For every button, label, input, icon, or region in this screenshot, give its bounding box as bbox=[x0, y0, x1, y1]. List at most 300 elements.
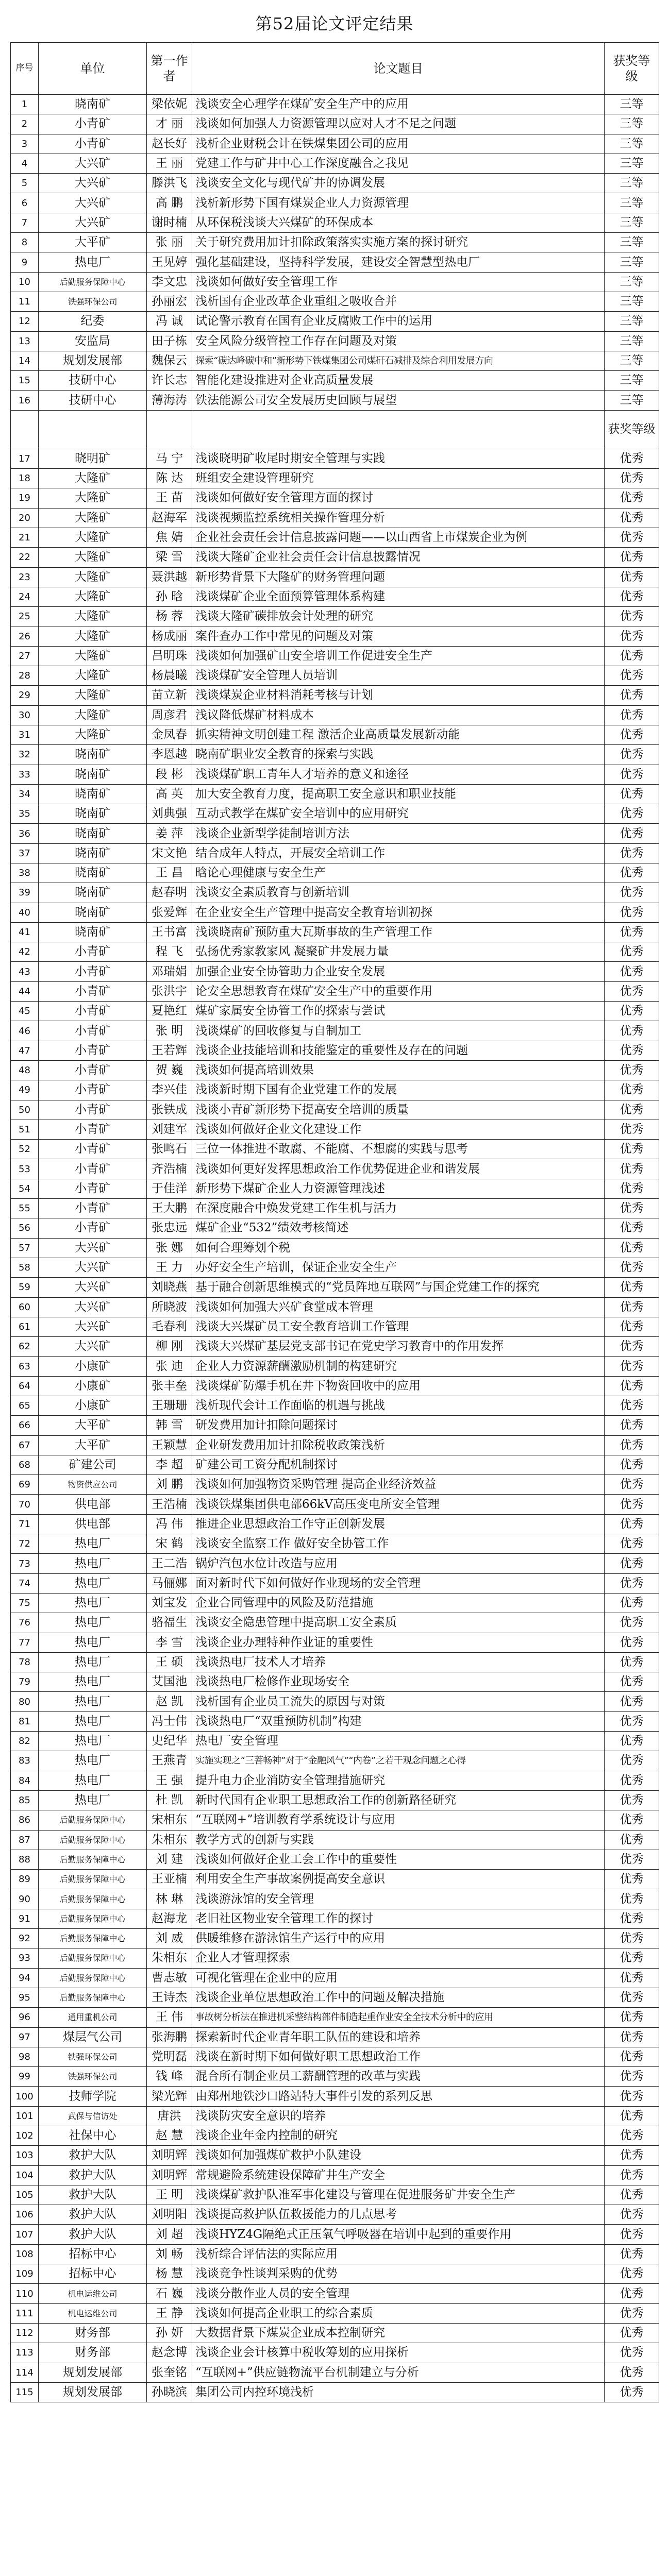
row-level: 优秀 bbox=[605, 1337, 659, 1357]
row-unit: 大隆矿 bbox=[39, 508, 147, 528]
row-level: 优秀 bbox=[605, 2027, 659, 2047]
row-paper-title: 浅谈热电厂技术人才培养 bbox=[192, 1652, 605, 1672]
table-row bbox=[11, 1475, 659, 1495]
table-row bbox=[11, 784, 659, 804]
row-unit: 大兴矿 bbox=[39, 1297, 147, 1317]
row-paper-title: 浅谈大兴煤矿基层党支部书记在党史学习教育中的作用发挥 bbox=[192, 1337, 605, 1357]
row-author: 苗立新 bbox=[147, 686, 192, 705]
row-level: 优秀 bbox=[605, 1948, 659, 1968]
row-unit: 小康矿 bbox=[39, 1376, 147, 1396]
row-paper-title: 浅谈在新时期下如何做好职工思想政治工作 bbox=[192, 2047, 605, 2066]
row-no: 1 bbox=[11, 95, 39, 114]
row-author: 梁 雪 bbox=[147, 548, 192, 567]
table-row bbox=[11, 1633, 659, 1652]
row-no: 72 bbox=[11, 1534, 39, 1554]
row-level: 优秀 bbox=[605, 1889, 659, 1909]
row-author: 滕洪飞 bbox=[147, 174, 192, 193]
row-paper-title: 浅谈如何加强物资采购管理 提高企业经济效益 bbox=[192, 1475, 605, 1495]
row-unit: 热电厂 bbox=[39, 252, 147, 272]
row-author: 朱相东 bbox=[147, 1948, 192, 1968]
row-level: 优秀 bbox=[605, 1593, 659, 1613]
row-unit: 热电厂 bbox=[39, 1613, 147, 1633]
row-unit: 技研中心 bbox=[39, 371, 147, 391]
row-level: 优秀 bbox=[605, 2323, 659, 2343]
row-author: 姜 萍 bbox=[147, 824, 192, 843]
row-unit: 晓南矿 bbox=[39, 883, 147, 903]
row-level: 三等 bbox=[605, 134, 659, 154]
row-author: 谢时楠 bbox=[147, 213, 192, 232]
row-level: 优秀 bbox=[605, 1002, 659, 1021]
row-no: 43 bbox=[11, 962, 39, 981]
row-no: 82 bbox=[11, 1732, 39, 1751]
row-level: 优秀 bbox=[605, 1060, 659, 1080]
row-paper-title: 研发费用加计扣除问题探讨 bbox=[192, 1416, 605, 1435]
row-level: 优秀 bbox=[605, 1159, 659, 1179]
row-paper-title: 浅谈如何更好发挥思想政治工作优势促进企业和谐发展 bbox=[192, 1159, 605, 1179]
row-author: 李恩越 bbox=[147, 745, 192, 765]
row-unit: 大隆矿 bbox=[39, 646, 147, 666]
table-row bbox=[11, 883, 659, 903]
table-row bbox=[11, 1988, 659, 2007]
row-unit: 财务部 bbox=[39, 2343, 147, 2363]
row-unit: 大隆矿 bbox=[39, 587, 147, 606]
row-level: 优秀 bbox=[605, 2146, 659, 2165]
row-no: 86 bbox=[11, 1810, 39, 1830]
row-no: 95 bbox=[11, 1988, 39, 2007]
row-level: 优秀 bbox=[605, 607, 659, 626]
row-paper-title: “互联网+”培训教育学系统设计与应用 bbox=[192, 1810, 605, 1830]
row-unit: 热电厂 bbox=[39, 1573, 147, 1593]
row-unit: 小青矿 bbox=[39, 1041, 147, 1060]
row-unit: 大隆矿 bbox=[39, 607, 147, 626]
row-author: 田子栋 bbox=[147, 331, 192, 351]
row-paper-title: 晓南矿职业安全教育的探索与实践 bbox=[192, 745, 605, 765]
table-row bbox=[11, 1593, 659, 1613]
table-row bbox=[11, 686, 659, 705]
row-unit: 大平矿 bbox=[39, 1416, 147, 1435]
row-level: 三等 bbox=[605, 292, 659, 311]
row-level: 优秀 bbox=[605, 2264, 659, 2284]
row-author: 毛春利 bbox=[147, 1317, 192, 1336]
row-no: 81 bbox=[11, 1711, 39, 1731]
row-unit: 小青矿 bbox=[39, 1140, 147, 1159]
row-unit: 热电厂 bbox=[39, 1732, 147, 1751]
row-author: 赵海龙 bbox=[147, 1909, 192, 1928]
row-paper-title: 浅谈企业新型学徒制培训方法 bbox=[192, 824, 605, 843]
row-unit: 小青矿 bbox=[39, 981, 147, 1001]
row-unit: 物资供应公司 bbox=[39, 1475, 147, 1495]
row-paper-title: 浅析新形势下国有煤炭企业人力资源管理 bbox=[192, 193, 605, 213]
table-row bbox=[11, 1258, 659, 1277]
table-row bbox=[11, 1357, 659, 1376]
row-author: 刘典强 bbox=[147, 804, 192, 824]
row-author: 张丰垒 bbox=[147, 1376, 192, 1396]
row-author: 冯士伟 bbox=[147, 1711, 192, 1731]
row-no: 42 bbox=[11, 942, 39, 962]
row-no: 24 bbox=[11, 587, 39, 606]
row-no: 4 bbox=[11, 154, 39, 173]
row-paper-title: 浅谈分散作业人员的安全管理 bbox=[192, 2284, 605, 2303]
table-row bbox=[11, 1080, 659, 1100]
table-row bbox=[11, 626, 659, 646]
row-paper-title: 浅析国有企业员工流失的原因与对策 bbox=[192, 1692, 605, 1711]
row-no: 56 bbox=[11, 1218, 39, 1238]
table-row bbox=[11, 272, 659, 292]
row-paper-title: 浅谈企业办理特种作业证的重要性 bbox=[192, 1633, 605, 1652]
row-level: 优秀 bbox=[605, 1810, 659, 1830]
row-unit: 大隆矿 bbox=[39, 705, 147, 725]
row-level: 优秀 bbox=[605, 1554, 659, 1573]
row-author: 杨晨曦 bbox=[147, 666, 192, 686]
row-paper-title: 探索“碳达峰碳中和”新形势下铁煤集团公司煤矸石减排及综合利用发展方向 bbox=[192, 351, 605, 370]
row-author: 马俪娜 bbox=[147, 1573, 192, 1593]
table-row bbox=[11, 2382, 659, 2402]
row-no: 28 bbox=[11, 666, 39, 686]
row-unit: 小青矿 bbox=[39, 134, 147, 154]
row-level: 优秀 bbox=[605, 942, 659, 962]
table-row bbox=[11, 1120, 659, 1139]
row-paper-title: 智能化建设推进对企业高质量发展 bbox=[192, 371, 605, 391]
row-unit: 小青矿 bbox=[39, 1199, 147, 1218]
row-unit: 小青矿 bbox=[39, 1159, 147, 1179]
row-level: 优秀 bbox=[605, 1652, 659, 1672]
row-author: 王 静 bbox=[147, 2303, 192, 2323]
table-row bbox=[11, 1909, 659, 1928]
row-author: 刘晓燕 bbox=[147, 1278, 192, 1297]
row-level: 优秀 bbox=[605, 883, 659, 903]
row-author: 杜 凯 bbox=[147, 1790, 192, 1810]
row-paper-title: 结合成年人特点，开展安全培训工作 bbox=[192, 843, 605, 863]
row-unit: 热电厂 bbox=[39, 1554, 147, 1573]
row-unit: 晓南矿 bbox=[39, 843, 147, 863]
row-author: 骆福生 bbox=[147, 1613, 192, 1633]
row-author: 许长志 bbox=[147, 371, 192, 391]
row-author: 魏保云 bbox=[147, 351, 192, 370]
row-paper-title: 铁法能源公司安全发展历史回顾与展望 bbox=[192, 391, 605, 410]
row-unit: 热电厂 bbox=[39, 1593, 147, 1613]
row-level: 优秀 bbox=[605, 765, 659, 784]
row-paper-title: 浅谈提高救护队伍救援能力的几点思考 bbox=[192, 2205, 605, 2225]
row-unit: 后勤服务保障中心 bbox=[39, 1929, 147, 1948]
row-unit: 晓南矿 bbox=[39, 903, 147, 922]
table-row bbox=[11, 154, 659, 173]
row-level: 优秀 bbox=[605, 981, 659, 1001]
row-no: 64 bbox=[11, 1376, 39, 1396]
row-author: 所晓波 bbox=[147, 1297, 192, 1317]
row-level: 优秀 bbox=[605, 1672, 659, 1692]
row-level: 优秀 bbox=[605, 508, 659, 528]
row-paper-title: 浅析企业财税会计在铁煤集团公司的应用 bbox=[192, 134, 605, 154]
row-level: 优秀 bbox=[605, 2185, 659, 2205]
row-level: 优秀 bbox=[605, 903, 659, 922]
row-level: 优秀 bbox=[605, 528, 659, 547]
row-no: 33 bbox=[11, 765, 39, 784]
row-author: 王 力 bbox=[147, 1258, 192, 1277]
row-author: 聂洪越 bbox=[147, 567, 192, 587]
row-paper-title: 可视化管理在企业中的应用 bbox=[192, 1968, 605, 1988]
row-level: 优秀 bbox=[605, 2382, 659, 2402]
row-no: 53 bbox=[11, 1159, 39, 1179]
row-no: 109 bbox=[11, 2264, 39, 2284]
row-author: 才 丽 bbox=[147, 114, 192, 134]
table-row bbox=[11, 567, 659, 587]
row-level: 优秀 bbox=[605, 2008, 659, 2027]
row-paper-title: 如何合理筹划个税 bbox=[192, 1238, 605, 1258]
row-no: 111 bbox=[11, 2303, 39, 2323]
table-row bbox=[11, 548, 659, 567]
row-no: 104 bbox=[11, 2165, 39, 2185]
row-paper-title: 浅谈防灾安全意识的培养 bbox=[192, 2106, 605, 2126]
row-paper-title: 浅谈企业技能培训和技能鉴定的重要性及存在的问题 bbox=[192, 1041, 605, 1060]
row-paper-title: 浅析国有企业改革企业重组之吸收合并 bbox=[192, 292, 605, 311]
row-unit: 救护大队 bbox=[39, 2205, 147, 2225]
row-unit: 大兴矿 bbox=[39, 1337, 147, 1357]
table-row bbox=[11, 1850, 659, 1869]
row-unit: 热电厂 bbox=[39, 1790, 147, 1810]
row-unit: 招标中心 bbox=[39, 2264, 147, 2284]
row-paper-title: 新形势下煤矿企业人力资源管理浅述 bbox=[192, 1179, 605, 1198]
row-unit: 热电厂 bbox=[39, 1633, 147, 1652]
row-author: 刘明辉 bbox=[147, 2165, 192, 2185]
row-level: 优秀 bbox=[605, 1396, 659, 1416]
row-unit: 通用重机公司 bbox=[39, 2008, 147, 2027]
row-no: 73 bbox=[11, 1554, 39, 1573]
row-level: 优秀 bbox=[605, 863, 659, 883]
table-row bbox=[11, 508, 659, 528]
row-level: 优秀 bbox=[605, 1830, 659, 1850]
row-unit: 热电厂 bbox=[39, 1711, 147, 1731]
table-row bbox=[11, 1021, 659, 1041]
row-level: 优秀 bbox=[605, 784, 659, 804]
row-unit: 热电厂 bbox=[39, 1771, 147, 1790]
row-author: 杨成丽 bbox=[147, 626, 192, 646]
row-author: 王 昌 bbox=[147, 863, 192, 883]
row-author: 李 超 bbox=[147, 1455, 192, 1475]
row-paper-title: 企业研发费用加计扣除税收政策浅析 bbox=[192, 1435, 605, 1455]
row-level: 优秀 bbox=[605, 1495, 659, 1514]
row-author: 张海鹏 bbox=[147, 2027, 192, 2047]
row-no: 3 bbox=[11, 134, 39, 154]
row-level: 优秀 bbox=[605, 1751, 659, 1771]
row-paper-title: 浅谈小青矿新形势下提高安全培训的质量 bbox=[192, 1100, 605, 1120]
row-level: 优秀 bbox=[605, 1278, 659, 1297]
row-unit: 大隆矿 bbox=[39, 725, 147, 744]
row-no: 57 bbox=[11, 1238, 39, 1258]
row-no: 98 bbox=[11, 2047, 39, 2066]
table-row bbox=[11, 2185, 659, 2205]
row-unit: 招标中心 bbox=[39, 2244, 147, 2264]
row-level: 优秀 bbox=[605, 1041, 659, 1060]
row-no: 88 bbox=[11, 1850, 39, 1869]
row-author: 史纪华 bbox=[147, 1732, 192, 1751]
row-no: 13 bbox=[11, 331, 39, 351]
row-author: 宋相东 bbox=[147, 1810, 192, 1830]
row-unit: 大隆矿 bbox=[39, 626, 147, 646]
row-level: 优秀 bbox=[605, 1711, 659, 1731]
row-level: 优秀 bbox=[605, 705, 659, 725]
table-row bbox=[11, 1140, 659, 1159]
row-unit: 大隆矿 bbox=[39, 666, 147, 686]
row-no: 34 bbox=[11, 784, 39, 804]
row-paper-title: 供暖维修在游泳馆生产运行中的应用 bbox=[192, 1929, 605, 1948]
row-author: 冯 伟 bbox=[147, 1514, 192, 1534]
row-unit: 小青矿 bbox=[39, 114, 147, 134]
row-no: 39 bbox=[11, 883, 39, 903]
row-paper-title: 浅谈如何提高企业职工的综合素质 bbox=[192, 2303, 605, 2323]
row-level: 优秀 bbox=[605, 2225, 659, 2244]
row-paper-title: 事故树分析法在推进机采整结构部件制造起重作业安全全技术分析中的应用 bbox=[192, 2008, 605, 2027]
table-row bbox=[11, 1238, 659, 1258]
row-paper-title: 常规避险系统建设保障矿井生产安全 bbox=[192, 2165, 605, 2185]
row-no: 110 bbox=[11, 2284, 39, 2303]
results-sheet bbox=[10, 5, 659, 2402]
row-author: 宋 鹤 bbox=[147, 1534, 192, 1554]
row-author: 王亚楠 bbox=[147, 1870, 192, 1889]
row-paper-title: 浅谈安全素质教育与创新培训 bbox=[192, 883, 605, 903]
row-no: 61 bbox=[11, 1317, 39, 1336]
row-no: 100 bbox=[11, 2087, 39, 2106]
row-unit: 救护大队 bbox=[39, 2225, 147, 2244]
row-author: 王 强 bbox=[147, 1771, 192, 1790]
table-row bbox=[11, 351, 659, 370]
row-paper-title: 抓实精神文明创建工程 激活企业高质量发展新动能 bbox=[192, 725, 605, 744]
row-author: 张 明 bbox=[147, 1021, 192, 1041]
row-no: 67 bbox=[11, 1435, 39, 1455]
table-row bbox=[11, 1554, 659, 1573]
row-level: 优秀 bbox=[605, 1613, 659, 1633]
row-author: 王书富 bbox=[147, 922, 192, 942]
row-paper-title: 加大安全教育力度，提高职工安全意识和职业技能 bbox=[192, 784, 605, 804]
table-row bbox=[11, 1751, 659, 1771]
row-paper-title: 矿建公司工资分配机制探讨 bbox=[192, 1455, 605, 1475]
row-unit: 大平矿 bbox=[39, 233, 147, 252]
row-author: 吕明珠 bbox=[147, 646, 192, 666]
row-author: 张铁成 bbox=[147, 1100, 192, 1120]
row-level: 优秀 bbox=[605, 1534, 659, 1554]
row-paper-title: 班组安全建设管理研究 bbox=[192, 469, 605, 488]
row-author: 曹志敏 bbox=[147, 1968, 192, 1988]
row-paper-title: 浅谈晓南矿预防重大瓦斯事故的生产管理工作 bbox=[192, 922, 605, 942]
row-author: 刘明辉 bbox=[147, 2146, 192, 2165]
row-level: 优秀 bbox=[605, 1514, 659, 1534]
row-paper-title: 浅谈大隆矿碳排放会计处理的研究 bbox=[192, 607, 605, 626]
row-author: 张鸣石 bbox=[147, 1140, 192, 1159]
row-no: 5 bbox=[11, 174, 39, 193]
row-level: 优秀 bbox=[605, 1021, 659, 1041]
table-row bbox=[11, 1376, 659, 1396]
row-no: 25 bbox=[11, 607, 39, 626]
row-paper-title: 浅谈热电厂“双重预防机制”构建 bbox=[192, 1711, 605, 1731]
row-paper-title: 集团公司内控环境浅析 bbox=[192, 2382, 605, 2402]
row-level: 优秀 bbox=[605, 666, 659, 686]
table-row bbox=[11, 2323, 659, 2343]
row-level: 优秀 bbox=[605, 2047, 659, 2066]
row-level: 三等 bbox=[605, 371, 659, 391]
table-row bbox=[11, 2284, 659, 2303]
row-level: 优秀 bbox=[605, 2067, 659, 2087]
row-no: 18 bbox=[11, 469, 39, 488]
row-level: 优秀 bbox=[605, 1140, 659, 1159]
table-row bbox=[11, 114, 659, 134]
row-paper-title: 锅炉汽包水位计改造与应用 bbox=[192, 1554, 605, 1573]
row-unit: 社保中心 bbox=[39, 2126, 147, 2145]
table-row bbox=[11, 1041, 659, 1060]
table-row bbox=[11, 1396, 659, 1416]
row-no: 62 bbox=[11, 1337, 39, 1357]
row-level: 优秀 bbox=[605, 1080, 659, 1100]
row-no: 41 bbox=[11, 922, 39, 942]
row-no: 58 bbox=[11, 1258, 39, 1277]
row-no: 16 bbox=[11, 391, 39, 410]
row-unit: 大兴矿 bbox=[39, 1317, 147, 1336]
row-no: 69 bbox=[11, 1475, 39, 1495]
table-row bbox=[11, 2264, 659, 2284]
row-no: 37 bbox=[11, 843, 39, 863]
table-header-row bbox=[11, 43, 659, 95]
row-level: 优秀 bbox=[605, 1790, 659, 1810]
row-no: 35 bbox=[11, 804, 39, 824]
row-no: 55 bbox=[11, 1199, 39, 1218]
row-author: 朱相东 bbox=[147, 1830, 192, 1850]
row-author: 王 硕 bbox=[147, 1652, 192, 1672]
table-row bbox=[11, 213, 659, 232]
row-level: 优秀 bbox=[605, 745, 659, 765]
row-unit: 供电部 bbox=[39, 1514, 147, 1534]
table-row bbox=[11, 2087, 659, 2106]
row-level: 三等 bbox=[605, 213, 659, 232]
row-level: 三等 bbox=[605, 193, 659, 213]
row-no: 36 bbox=[11, 824, 39, 843]
row-unit: 晓明矿 bbox=[39, 449, 147, 468]
group-header-spacer bbox=[192, 410, 605, 449]
row-no: 7 bbox=[11, 213, 39, 232]
row-unit: 大兴矿 bbox=[39, 213, 147, 232]
row-level: 优秀 bbox=[605, 567, 659, 587]
row-no: 38 bbox=[11, 863, 39, 883]
row-author: 石 巍 bbox=[147, 2284, 192, 2303]
table-row bbox=[11, 1002, 659, 1021]
table-row bbox=[11, 252, 659, 272]
row-paper-title: 浅谈竞争性谈判采购的优势 bbox=[192, 2264, 605, 2284]
table-row bbox=[11, 2303, 659, 2323]
row-paper-title: 企业人力资源薪酬激励机制的构建研究 bbox=[192, 1357, 605, 1376]
row-level: 优秀 bbox=[605, 449, 659, 468]
row-author: 韩 雪 bbox=[147, 1416, 192, 1435]
row-level: 优秀 bbox=[605, 1179, 659, 1198]
row-no: 14 bbox=[11, 351, 39, 370]
row-author: 刘明阳 bbox=[147, 2205, 192, 2225]
row-level: 优秀 bbox=[605, 843, 659, 863]
row-unit: 规划发展部 bbox=[39, 351, 147, 370]
row-author: 梁光辉 bbox=[147, 2087, 192, 2106]
row-level: 优秀 bbox=[605, 922, 659, 942]
table-row bbox=[11, 863, 659, 883]
table-row bbox=[11, 1416, 659, 1435]
row-no: 115 bbox=[11, 2382, 39, 2402]
table-row bbox=[11, 2126, 659, 2145]
table-row bbox=[11, 646, 659, 666]
row-unit: 大兴矿 bbox=[39, 174, 147, 193]
row-unit: 小康矿 bbox=[39, 1357, 147, 1376]
row-no: 10 bbox=[11, 272, 39, 292]
table-row bbox=[11, 824, 659, 843]
row-author: 唐洪 bbox=[147, 2106, 192, 2126]
row-level: 优秀 bbox=[605, 469, 659, 488]
row-no: 87 bbox=[11, 1830, 39, 1850]
row-unit: 救护大队 bbox=[39, 2185, 147, 2205]
row-no: 12 bbox=[11, 312, 39, 331]
row-author: 邓瑞娟 bbox=[147, 962, 192, 981]
